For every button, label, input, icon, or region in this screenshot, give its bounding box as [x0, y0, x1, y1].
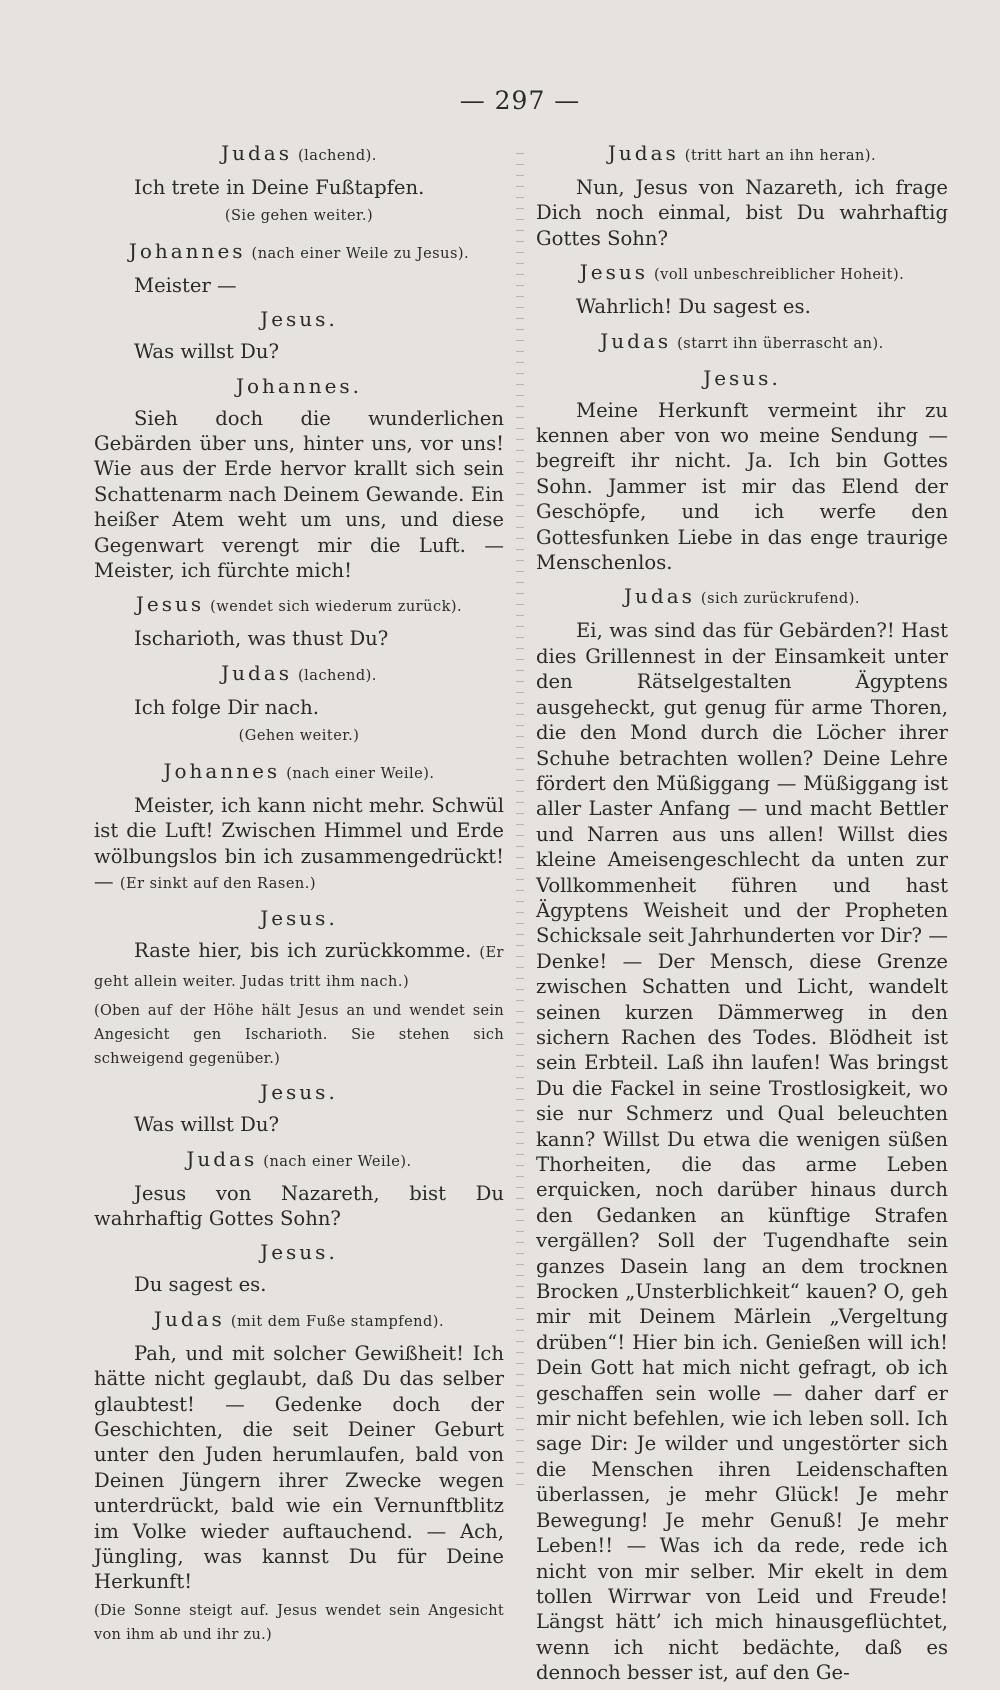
speaker-name: Judas [153, 1306, 225, 1331]
speaker-heading [94, 238, 504, 267]
speech-text: Ich trete in Deine Fußtapfen. [134, 176, 425, 199]
left-column [94, 132, 504, 1651]
speaker-heading [94, 306, 504, 333]
speaker-name: Judas [607, 141, 679, 165]
speaker-heading [94, 591, 504, 620]
speaker-heading [94, 1079, 504, 1106]
speaker-name: Jesus. [260, 906, 338, 931]
speaker-name: Johannes. [235, 373, 363, 398]
speech-paragraph [536, 294, 948, 319]
speaker-direction: (starrt ihn überrascht an). [677, 335, 884, 352]
speech-paragraph [94, 938, 504, 995]
speaker-direction: (mit dem Fuße stampfend). [230, 1313, 445, 1330]
speech-text: Meine Herkunft vermeint ihr zu kennen aber von wo meine Sendung — begreift ihr nicht. Ja. Ich bin Gottes Sohn. Jammer ist mir das Elend der Geschöpfe, und ich werfe den Gottesfunken Liebe in das enge traurige Menschenlos. [536, 398, 948, 575]
speaker-name: Judas [221, 660, 292, 685]
speech-paragraph [94, 695, 504, 720]
speaker-direction: (nach einer Weile zu Jesus). [251, 245, 470, 262]
speaker-direction: (tritt hart an ihn heran). [684, 148, 877, 164]
speech-paragraph [94, 1341, 504, 1595]
speech-text: Wahrlich! Du sagest es. [576, 295, 811, 319]
speech-paragraph [94, 175, 504, 200]
stage-direction: (Er geht allein weiter. Judas tritt ihm nach.) [94, 945, 504, 990]
speaker-name: Jesus [135, 592, 205, 617]
stage-direction: (Er sinkt auf den Rasen.) [119, 875, 317, 892]
page-number: — 297 — [459, 86, 581, 115]
speech-text: Nun, Jesus von Nazareth, ich frage Dich noch einmal, bist Du wahrhaftig Gottes Sohn? [536, 176, 948, 250]
speaker-direction: (nach einer Weile). [263, 1153, 412, 1170]
right-column [536, 132, 948, 1690]
speaker-heading [94, 1239, 504, 1266]
stage-direction: (Gehen weiter.) [238, 728, 360, 745]
speaker-heading [94, 1306, 504, 1335]
speech-text: Was willst Du? [134, 1113, 279, 1137]
stage-direction-block: (Oben auf der Höhe hält Jesus an und wendet sein Angesicht gen Ischarioth. Sie stehen sich schweigend gegenüber.) [94, 1003, 504, 1068]
speech-paragraph [536, 618, 948, 1685]
speaker-name: Jesus. [703, 365, 781, 390]
speech-paragraph [94, 626, 504, 651]
speaker-name: Jesus. [260, 1240, 338, 1265]
speaker-heading [94, 905, 504, 932]
speaker-name: Jesus [579, 260, 649, 285]
speech-text: Was willst Du? [134, 340, 279, 364]
speaker-heading [94, 1146, 504, 1175]
speech-text: Ich folge Dir nach. [134, 695, 319, 719]
speaker-direction: (voll unbeschreiblicher Hoheit). [654, 267, 905, 284]
speaker-name: Judas [624, 584, 695, 609]
speech-paragraph [94, 793, 504, 898]
speaker-direction: (sich zurückrufend). [700, 591, 860, 608]
speaker-heading [536, 259, 948, 288]
speaker-direction: (lachend). [298, 667, 377, 684]
speaker-direction: (lachend). [298, 148, 377, 164]
speech-text: Meister, ich kann nicht mehr. Schwül ist die Luft! Zwischen Himmel und Erde wölbungslos bin ich zusammengedrückt! — [94, 793, 504, 893]
speech-paragraph [536, 398, 948, 576]
speech-text: Sieh doch die wunderlichen Gebärden über uns, hinter uns, vor uns! Wie aus der Erde hervor krallt sich sein Schattenarm nach Deinem Gewande. Ein heißer Atem weht um uns, und diese Gegenwart verengt mir die Luft. — Meister, ich fürchte mich! [94, 406, 504, 583]
speaker-heading [536, 140, 948, 169]
speech-paragraph [94, 1112, 504, 1137]
speaker-direction: (wendet sich wiederum zurück). [210, 599, 463, 616]
speech-paragraph [94, 339, 504, 364]
speech-paragraph [94, 273, 504, 298]
speaker-heading [94, 660, 504, 689]
speech-paragraph [94, 1181, 504, 1232]
speech-text: Meister — [134, 273, 237, 297]
speech-text: Jesus von Nazareth, bist Du wahrhaftig Gottes Sohn? [94, 1181, 504, 1230]
speaker-heading [94, 140, 504, 169]
speech-text: Ei, was sind das für Gebärden?! Hast dies Grillennest in der Einsamkeit unter den Rätselgestalten Ägyptens ausgeheckt, gut genug für arme Thoren, die den Mond durch die Löcher ihrer Schuhe betrachten wollen? Deine Lehre fördert den Müßiggang — Müßiggang ist aller Laster Anfang — und macht Bettler und Narren aus uns allen! Willst dies kleine Ameisengeschlecht da unten zur Vollkommenheit führen und hast Ägyptens Weisheit und der Propheten Schicksale seit Jahrhunderten vor Dir? — Denke! — Der Mensch, diese Grenze zwischen Schatten und Licht, wandelt seinen kurzen Dämmerweg in den sichern Rachen des Todes. Blödheit ist sein Erbteil. Laß ihn laufen! Was bringst Du die Fackel in seine Trostlosigkeit, wo sie nur Schmerz und Qual beleuchten kann? Willst Du etwa die wenigen süßen Thorheiten, die das arme Leben erquicken, noch darüber hinaus durch den Gedanken an künftige Strafen vergällen? Soll der Tugendhafte sein ganzes Dasein lang an dem trocknen Brocken „Unsterblichkeit“ kauen? O, geh mir mit Deinem Märlein „Vergeltung drüben“! Hier bin ich. Genießen will ich! Dein Gott hat mich nicht gefragt, ob ich geschaffen sein wolle — daher darf er mir nicht befehlen, wie ich leben soll. Ich sage Dir: Je wilder und ungestörter sich die Menschen ihren Leidenschaften überlassen, je mehr Glück! Je mehr Bewegung! Je mehr Genuß! Je mehr Leben!! — Was ich da rede, rede ich nicht von mir selber. Mir ekelt in dem tollen Wirrwar von Leid und Freude! Längst hätt’ ich mich hinausgeflüchtet, wenn ich nicht bedächte, daß es dennoch besser ist, auf den Ge- [536, 619, 948, 1685]
speech-paragraph [94, 406, 504, 584]
speaker-heading [94, 373, 504, 400]
speaker-name: Jesus. [260, 1080, 338, 1105]
speech-text: Du sagest es. [134, 1273, 267, 1297]
speaker-name: Judas [186, 1146, 258, 1171]
speech-paragraph [536, 175, 948, 251]
speaker-heading [536, 328, 948, 357]
stage-direction-block: (Die Sonne steigt auf. Jesus wendet sein Angesicht von ihm ab und ihr zu.) [94, 1602, 504, 1643]
speaker-name: Judas [600, 328, 672, 353]
speaker-name: Johannes [163, 758, 281, 783]
speech-text: Ischarioth, was thust Du? [134, 627, 389, 651]
speech-text: Pah, und mit solcher Gewißheit! Ich hätte nicht geglaubt, daß Du das selber glaubtest! — Gedenke doch der Geschichten, die seit Deiner Geburt unter den Juden herumlaufen, bald von Deinen Jüngern ihrer Zwecke wegen unterdrückt, bald wie ein Vernunftblitz im Volke wieder auftauchend. — Ach, Jüngling, was kannst Du für Deine Herkunft! [94, 1341, 504, 1594]
speaker-name: Jesus. [260, 307, 338, 332]
speech-text: Raste hier, bis ich zurückkomme. [134, 939, 472, 963]
speaker-heading [94, 758, 504, 787]
speaker-heading [536, 583, 948, 612]
speaker-name: Johannes [128, 238, 246, 263]
speech-paragraph [94, 1272, 504, 1297]
column-divider [516, 148, 524, 1490]
speaker-name: Judas [221, 141, 292, 165]
speaker-direction: (nach einer Weile). [286, 765, 435, 782]
speaker-heading [536, 365, 948, 392]
stage-direction: (Sie gehen weiter.) [224, 208, 374, 225]
